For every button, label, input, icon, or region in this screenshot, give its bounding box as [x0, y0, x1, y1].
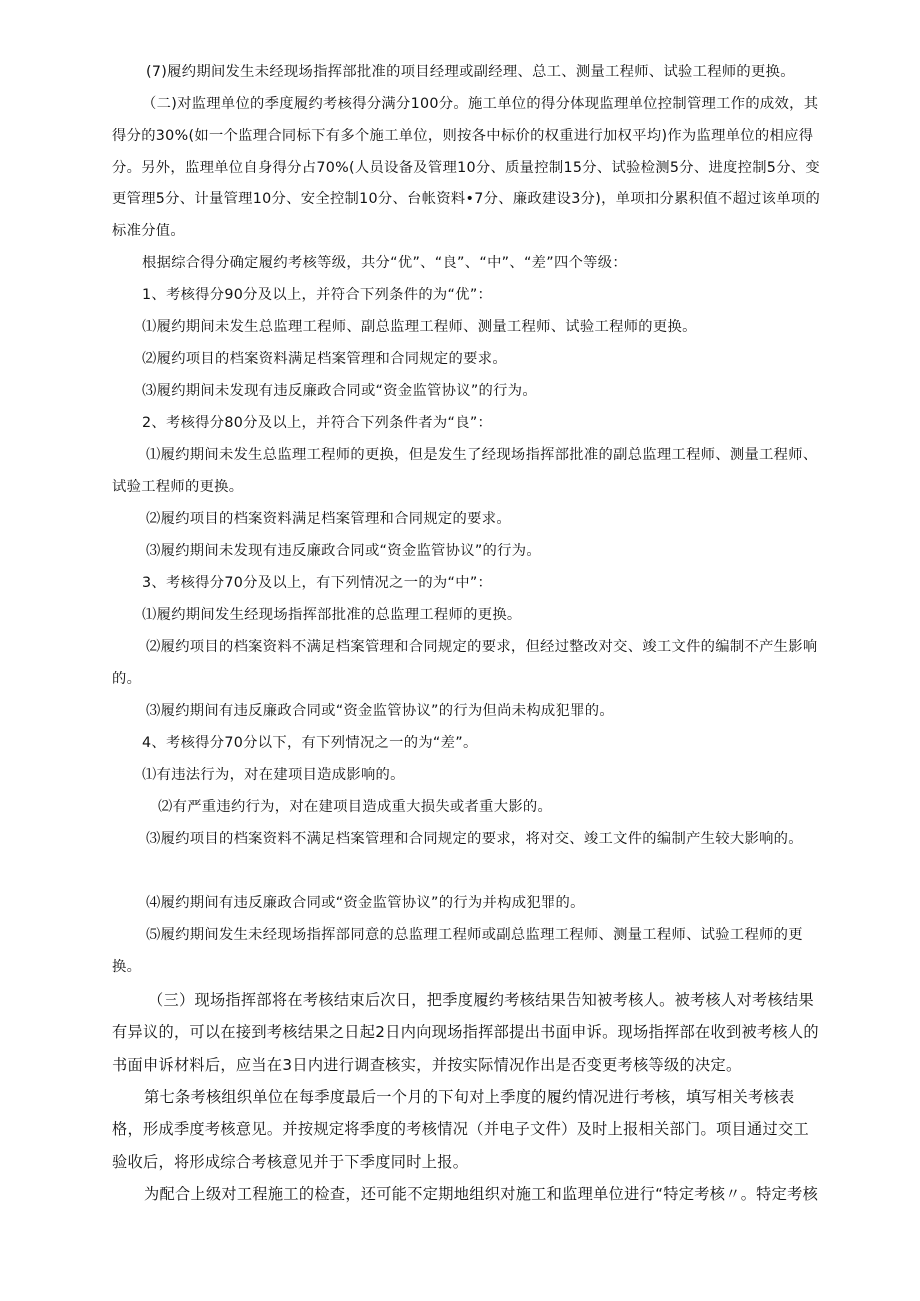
paragraph-grade-medium: 3、考核得分70分及以上，有下列情况之一的为“中”： — [142, 575, 493, 591]
paragraph-section-3-appeal: （三）现场指挥部将在考核结束后次日，把季度履约考核结果告知被考核人。被考核人对考核结果有异议的，可以在接到考核结果之日起2日内向现场指挥部提出书面申诉。现场指挥部在收到被考核人的书面申诉材料后，应当在3日内进行调查核实，并按实际情况作出是否变更考核等级的决定。 — [112, 991, 819, 1074]
paragraph-excellent-item-3: ⑶履约期间未发现有违反廉政合同或“资金监管协议”的行为。 — [142, 383, 537, 399]
paragraph-poor-item-3: ⑶履约项目的档案资料不满足档案管理和合同规定的要求，将对交、竣工文件的编制产生较大影响的。 — [146, 831, 803, 847]
paragraph-poor-item-5: ⑸履约期间发生未经现场指挥部同意的总监理工程师或副总监理工程师、测量工程师、试验工程师的更换。 — [112, 927, 803, 975]
paragraph-grade-intro: 根据综合得分确定履约考核等级，共分“优”、“良”、“中”、“差”四个等级： — [142, 255, 627, 271]
paragraph-contractor-item-7: (7)履约期间发生未经现场指挥部批准的项目经理或副经理、总工、测量工程师、试验工程师的更换。 — [146, 64, 795, 80]
paragraph-grade-excellent: 1、考核得分90分及以上，并符合下列条件的为“优”： — [142, 287, 493, 303]
paragraph-poor-item-2: ⑵有严重违约行为，对在建项目造成重大损失或者重大影的。 — [158, 799, 553, 815]
paragraph-excellent-item-1: ⑴履约期间未发生总监理工程师、副总监理工程师、测量工程师、试验工程师的更换。 — [142, 319, 697, 335]
paragraph-special-assessment: 为配合上级对工程施工的检查，还可能不定期地组织对施工和监理单位进行“特定考核〃。特定考核 — [144, 1185, 819, 1203]
paragraph-grade-poor: 4、考核得分70分以下，有下列情况之一的为“差”。 — [142, 735, 478, 751]
paragraph-medium-item-1: ⑴履约期间发生经现场指挥部批准的总监理工程师的更换。 — [142, 607, 522, 623]
paragraph-poor-item-4: ⑷履约期间有违反廉政合同或“资金监管协议”的行为并构成犯罪的。 — [146, 895, 585, 911]
paragraph-poor-item-1: ⑴有违法行为，对在建项目造成影响的。 — [142, 767, 405, 783]
paragraph-article-7: 第七条考核组织单位在每季度最后一个月的下旬对上季度的履约情况进行考核，填写相关考核表格，形成季度考核意见。并按规定将季度的考核情况（并电子文件）及时上报相关部门。项目通过交工验收后，将形成综合考核意见并于下季度同时上报。 — [112, 1088, 809, 1171]
paragraph-excellent-item-2: ⑵履约项目的档案资料满足档案管理和合同规定的要求。 — [142, 351, 507, 367]
paragraph-medium-item-2: ⑵履约项目的档案资料不满足档案管理和合同规定的要求，但经过整改对交、竣工文件的编制不产生影响的。 — [112, 639, 818, 687]
paragraph-good-item-1: ⑴履约期间未发生总监理工程师的更换，但是发生了经现场指挥部批准的副总监理工程师、测量工程师、试验工程师的更换。 — [112, 447, 818, 495]
paragraph-grade-good: 2、考核得分80分及以上，并符合下列条件者为“良”： — [142, 415, 493, 431]
paragraph-good-item-3: ⑶履约期间未发现有违反廉政合同或“资金监管协议”的行为。 — [146, 543, 541, 559]
paragraph-medium-item-3: ⑶履约期间有违反廉政合同或“资金监管协议”的行为但尚未构成犯罪的。 — [146, 703, 614, 719]
paragraph-section-2-supervision-score: （二)对监理单位的季度履约考核得分满分100分。施工单位的得分体现监理单位控制管理工作的成效，其得分的30%(如一个监理合同标下有多个施工单位，则按各中标价的权重进行加权平均)作为监理单位的相应得分。另外，监理单位自身得分占70%(人员设备及管理10分、质量控制15分、试验检测5分、进度控制5分、变更管理5分、计量管理10分、安全控制10分、台帐资料•7分、廉政建设3分)，单项扣分累积值不超过该单项的标准分值。 — [112, 96, 821, 240]
paragraph-good-item-2: ⑵履约项目的档案资料满足档案管理和合同规定的要求。 — [146, 511, 511, 527]
